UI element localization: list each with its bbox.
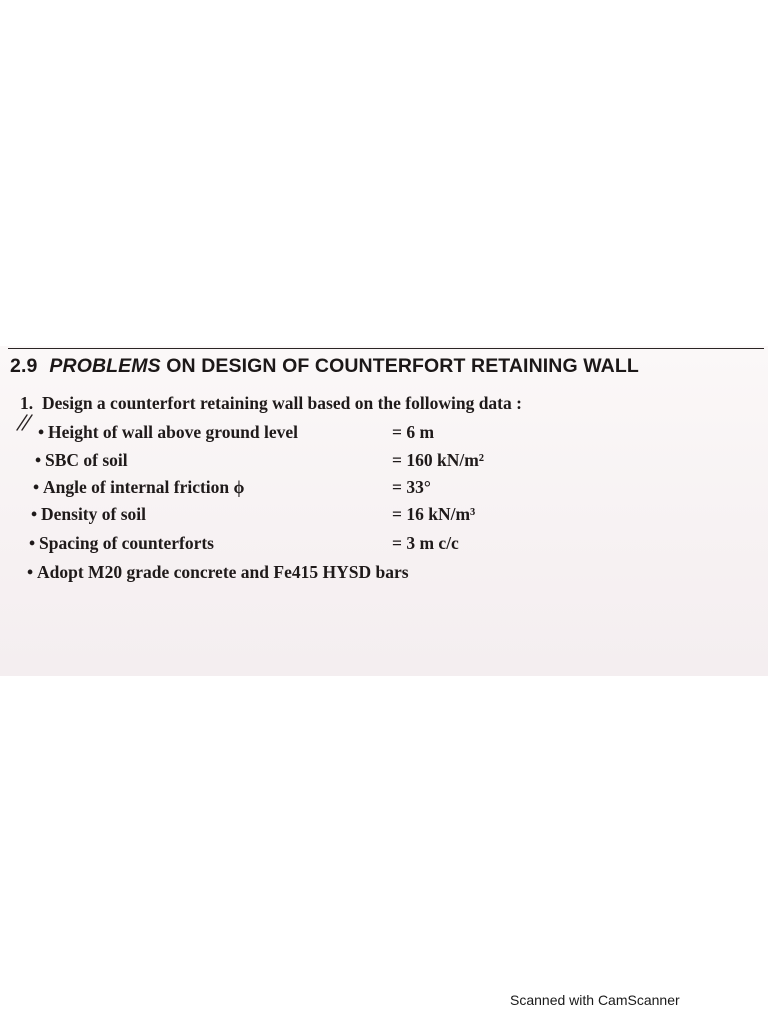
bullet-icon: • <box>33 477 40 497</box>
data-item-value: = 3 m c/c <box>392 533 459 553</box>
data-item-friction-angle <box>33 477 244 498</box>
bullet-icon: • <box>38 422 45 442</box>
scanner-watermark: Scanned with CamScanner <box>510 992 680 1008</box>
data-item-label: Spacing of counterforts <box>39 533 214 553</box>
data-item-value: = 160 kN/m² <box>392 450 485 470</box>
data-item-label: Angle of internal friction ϕ <box>43 477 245 497</box>
problem-number: 1. <box>20 393 34 413</box>
section-title-italic: PROBLEMS <box>49 355 161 377</box>
data-item-label: SBC of soil <box>45 450 128 470</box>
data-item-value: = 33° <box>392 477 431 497</box>
data-item-value: = 6 m <box>392 422 435 442</box>
section-rule <box>8 348 764 349</box>
data-item-label: Height of wall above ground level <box>48 422 299 442</box>
problem-statement <box>20 393 522 414</box>
data-item-height <box>38 422 298 443</box>
data-item-label: Density of soil <box>41 504 146 524</box>
bullet-icon: • <box>29 533 36 553</box>
bullet-icon: • <box>35 450 42 470</box>
section-title-rest: ON DESIGN OF COUNTERFORT RETAINING WALL <box>166 355 639 377</box>
adopt-note-text: Adopt M20 grade concrete and Fe415 HYSD bars <box>37 562 409 582</box>
pen-mark-icon <box>14 412 36 432</box>
data-item-spacing <box>29 533 214 554</box>
data-item-density <box>31 504 146 525</box>
problem-text: Design a counterfort retaining wall based on the following data : <box>42 393 522 413</box>
bullet-icon: • <box>31 504 38 524</box>
section-number: 2.9 <box>10 355 38 377</box>
section-heading <box>10 355 760 378</box>
adopt-note <box>27 562 409 583</box>
bullet-icon: • <box>27 562 34 582</box>
data-item-value: = 16 kN/m³ <box>392 504 476 524</box>
data-item-sbc <box>35 450 128 471</box>
